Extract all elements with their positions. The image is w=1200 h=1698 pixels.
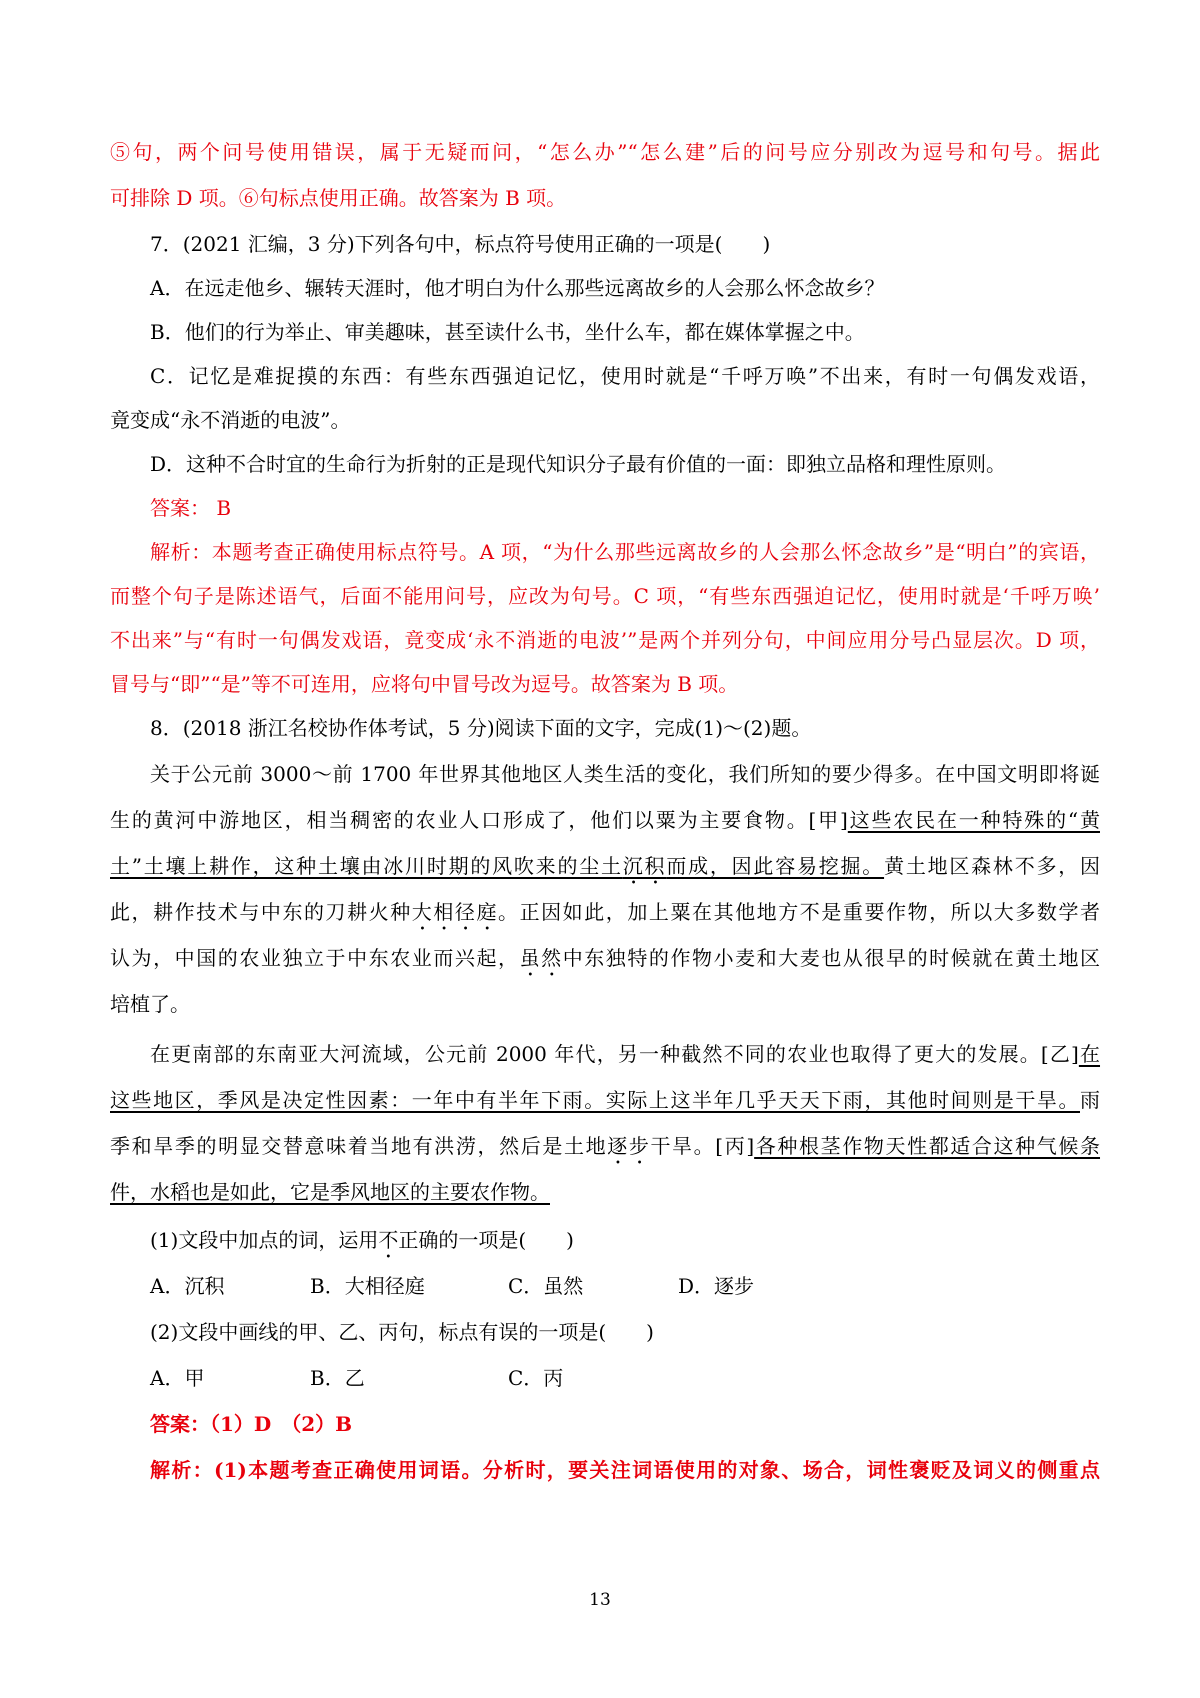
sub1-option-d: D．逐步	[678, 1274, 755, 1298]
sentence-bing-underline: 各种根茎作物天性都适合这种气候条	[754, 1134, 1101, 1158]
sentence-yi-underline: 在	[1078, 1042, 1101, 1066]
sentence-jia-underline: 土”土壤上耕作，这种土壤由冰川时期的风吹来的尘土	[110, 854, 623, 878]
passage2-line-2	[110, 1086, 1100, 1114]
passage2-line-4	[110, 1178, 550, 1206]
passage1-text: 此，耕作技术与中东的刀耕火种	[110, 900, 412, 924]
q7-option-d: D．这种不合时宜的生命行为折射的正是现代知识分子最有价值的一面：即独立品格和理性原则。	[150, 452, 1007, 476]
passage1-line-5	[110, 944, 1100, 981]
q8-stem: 8．(2018 浙江名校协作体考试，5 分)阅读下面的文字，完成(1)～(2)题。	[150, 716, 812, 740]
q7-option-c-line-1: C．记忆是难捉摸的东西：有些东西强迫记忆，使用时就是“千呼万唤”不出来，有时一句偶发戏语，	[150, 364, 1100, 388]
passage1-line-4	[110, 898, 1100, 935]
sub-question-2: (2)文段中画线的甲、乙、丙句，标点有误的一项是( )	[150, 1320, 654, 1344]
passage1-text: 认为，中国的农业独立于中东农业而兴起，	[110, 946, 520, 970]
sentence-jia-underline: 这些农民在一种特殊的“黄	[847, 808, 1100, 832]
sub-question-1	[150, 1226, 574, 1263]
sub2-option-b: B．乙	[310, 1366, 365, 1390]
dotted-word-zhubu: 逐步	[607, 1134, 651, 1158]
sub1-option-b: B．大相径庭	[310, 1274, 425, 1298]
q7-answer: 答案： B	[150, 496, 232, 520]
sentence-bing-underline: 件，水稻也是如此，它是季风地区的主要农作物。	[110, 1180, 550, 1204]
q7-analysis-line-4: 冒号与“即”“是”等不可连用，应将句中冒号改为逗号。故答案为 B 项。	[110, 672, 739, 696]
passage1-text: 。正因如此，加上粟在其他地方不是重要作物，所以大多数学者	[498, 900, 1101, 924]
q7-stem: 7．(2021 汇编，3 分)下列各句中，标点符号使用正确的一项是( )	[150, 232, 771, 256]
sub1-options	[150, 1272, 754, 1300]
passage2-text: 干旱。[丙]	[650, 1134, 755, 1158]
passage1-line-6: 培植了。	[110, 992, 190, 1016]
sub1-option-a: A．沉积	[150, 1274, 225, 1298]
q8-answer: 答案：（1）D （2）B	[150, 1412, 353, 1436]
q7-option-b: B．他们的行为举止、审美趣味，甚至读什么书，坐什么车，都在媒体掌握之中。	[150, 320, 865, 344]
passage2-text: 雨	[1080, 1088, 1100, 1112]
q8-analysis: 解析：(1)本题考查正确使用词语。分析时，要关注词语使用的对象、场合，词性褒贬及词义的侧重点	[150, 1458, 1100, 1482]
sub2-option-c: C．丙	[508, 1366, 564, 1390]
passage1-text: 黄土地区森林不多，因	[884, 854, 1101, 878]
passage1-line-3	[110, 852, 1100, 889]
passage2-line-3	[110, 1132, 1100, 1169]
q7-analysis-line-1: 解析：本题考查正确使用标点符号。A 项，“为什么那些远离故乡的人会那么怀念故乡”是“明白”的宾语，	[150, 540, 1100, 564]
prev-analysis-line-1: ⑤句，两个问号使用错误，属于无疑而问，“怎么办”“怎么建”后的问号应分别改为逗号和句号。据此	[110, 140, 1100, 164]
sentence-yi-underline: 这些地区，季风是决定性因素：一年中有半年下雨。实际上这半年几乎天天下雨，其他时间则是干旱。	[110, 1088, 1080, 1112]
dotted-word-daxiangjingting: 大相径庭	[411, 900, 499, 924]
sub2-options	[150, 1364, 563, 1392]
passage2-text: 在更南部的东南亚大河流域，公元前 2000 年代，另一种截然不同的农业也取得了更大的发展。[乙]	[150, 1042, 1079, 1066]
dotted-word-chenji: 沉积	[622, 854, 667, 878]
dotted-word-suiran: 虽然	[519, 946, 563, 970]
sub2-option-a: A．甲	[150, 1366, 205, 1390]
sub1-text: 正确的一项是( )	[398, 1228, 574, 1252]
sub1-text: (1)文段中加点的词，运用	[150, 1228, 379, 1252]
passage2-text: 季和旱季的明显交替意味着当地有洪涝，然后是土地	[110, 1134, 608, 1158]
q7-option-c-line-2: 竟变成“永不消逝的电波”。	[110, 408, 351, 432]
passage1-line-2	[110, 806, 1100, 834]
q7-analysis-line-3: 不出来”与“有时一句偶发戏语，竟变成‘永不消逝的电波’”是两个并列分句，中间应用分号凸显层次。D 项，	[110, 628, 1100, 652]
prev-analysis-line-2: 可排除 D 项。⑥句标点使用正确。故答案为 B 项。	[110, 186, 567, 210]
q7-analysis-line-2: 而整个句子是陈述语气，后面不能用问号，应改为句号。C 项，“有些东西强迫记忆，使用时就是‘千呼万唤’	[110, 584, 1100, 608]
passage1-text: 中东独特的作物小麦和大麦也从很早的时候就在黄土地区	[562, 946, 1101, 970]
dotted-word-bu: 不	[378, 1228, 399, 1252]
passage1-line-1: 关于公元前 3000～前 1700 年世界其他地区人类生活的变化，我们所知的要少得多。在中国文明即将诞	[150, 762, 1100, 786]
passage2-line-1	[150, 1040, 1100, 1068]
page-number: 13	[589, 1590, 611, 1610]
q7-option-a: A．在远走他乡、辗转天涯时，他才明白为什么那些远离故乡的人会那么怀念故乡？	[150, 276, 885, 300]
sentence-jia-underline: 而成，因此容易挖掘。	[666, 854, 885, 878]
sub1-option-c: C．虽然	[508, 1274, 584, 1298]
passage1-text: 生的黄河中游地区，相当稠密的农业人口形成了，他们以粟为主要食物。[甲]	[110, 808, 848, 832]
